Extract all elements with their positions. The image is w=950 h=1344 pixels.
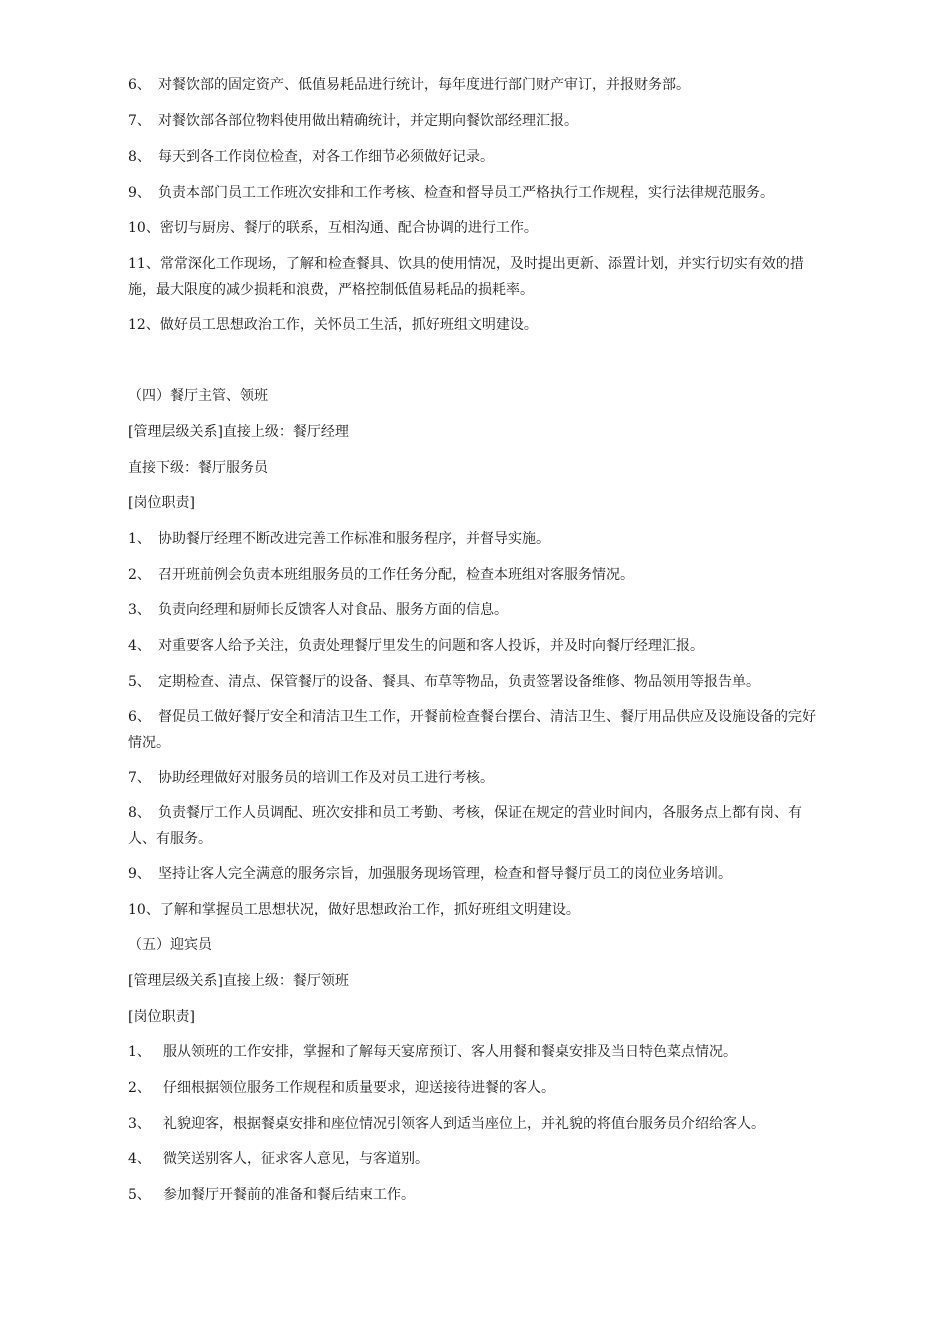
management-relation: [管理层级关系]直接上级：餐厅领班 — [128, 973, 349, 989]
item-text: 对重要客人给予关注，负责处理餐厅里发生的问题和客人投诉，并及时向餐厅经理汇报。 — [158, 638, 704, 654]
duties-label: [岗位职责] — [128, 1009, 195, 1025]
list-item — [128, 704, 828, 756]
item-number: 12、 — [128, 317, 160, 333]
item-text: 常常深化工作现场，了解和检查餐具、饮具的使用情况，及时提出更新、添置计划，并实行切实有效的措施，最大限度的减少损耗和浪费，严格控制低值易耗品的损耗率。 — [128, 256, 804, 298]
list-item — [128, 1039, 828, 1065]
item-text: 仔细根据领位服务工作规程和质量要求，迎送接待进餐的客人。 — [163, 1080, 555, 1096]
list-item — [128, 144, 828, 170]
item-text: 服从领班的工作安排，掌握和了解每天宴席预订、客人用餐和餐桌安排及当日特色菜点情况。 — [163, 1044, 737, 1060]
item-number: 4、 — [128, 1151, 151, 1167]
item-text: 督促员工做好餐厅安全和清洁卫生工作，开餐前检查餐台摆台、清洁卫生、餐厅用品供应及设施设备的完好情况。 — [128, 709, 816, 751]
list-item — [128, 526, 828, 552]
item-text: 召开班前例会负责本班组服务员的工作任务分配，检查本班组对客服务情况。 — [158, 567, 634, 583]
item-number: 8、 — [128, 149, 151, 165]
item-text: 参加餐厅开餐前的准备和餐后结束工作。 — [163, 1187, 415, 1203]
list-item — [128, 633, 828, 659]
list-item — [128, 861, 828, 887]
item-number: 6、 — [128, 77, 151, 93]
list-item — [128, 1146, 828, 1172]
item-number: 2、 — [128, 567, 151, 583]
duties-label: [岗位职责] — [128, 495, 195, 511]
item-text: 对餐饮部各部位物料使用做出精确统计，并定期向餐饮部经理汇报。 — [158, 113, 578, 129]
list-item — [128, 1075, 828, 1101]
item-text: 定期检查、清点、保管餐厅的设备、餐具、布草等物品，负责签署设备维修、物品领用等报告单。 — [158, 674, 760, 690]
item-number: 1、 — [128, 1044, 151, 1060]
list-item — [128, 1111, 828, 1137]
item-number: 2、 — [128, 1080, 151, 1096]
item-number: 4、 — [128, 638, 151, 654]
direct-subordinate: 直接下级：餐厅服务员 — [128, 460, 268, 476]
item-number: 5、 — [128, 1187, 151, 1203]
item-text: 对餐饮部的固定资产、低值易耗品进行统计，每年度进行部门财产审订，并报财务部。 — [158, 77, 690, 93]
list-item — [128, 180, 828, 206]
item-number: 10、 — [128, 902, 160, 918]
management-relation: [管理层级关系]直接上级：餐厅经理 — [128, 424, 349, 440]
item-number: 6、 — [128, 709, 151, 725]
item-number: 5、 — [128, 674, 151, 690]
item-number: 7、 — [128, 113, 151, 129]
item-text: 微笑送别客人，征求客人意见，与客道别。 — [163, 1151, 429, 1167]
item-text: 礼貌迎客，根据餐桌安排和座位情况引领客人到适当座位上，并礼貌的将值台服务员介绍给客人。 — [163, 1116, 765, 1132]
list-item — [128, 215, 828, 241]
item-number: 7、 — [128, 770, 151, 786]
list-item — [128, 312, 828, 338]
item-number: 3、 — [128, 602, 151, 618]
item-text: 协助经理做好对服务员的培训工作及对员工进行考核。 — [158, 770, 494, 786]
item-text: 每天到各工作岗位检查，对各工作细节必须做好记录。 — [158, 149, 494, 165]
item-text: 密切与厨房、餐厅的联系，互相沟通、配合协调的进行工作。 — [159, 220, 538, 236]
item-text: 协助餐厅经理不断改进完善工作标准和服务程序，并督导实施。 — [158, 531, 550, 547]
item-text: 坚持让客人完全满意的服务宗旨，加强服务现场管理，检查和督导餐厅员工的岗位业务培训。 — [158, 866, 732, 882]
item-number: 3、 — [128, 1116, 151, 1132]
item-number: 9、 — [128, 185, 151, 201]
item-number: 9、 — [128, 866, 151, 882]
item-text: 负责向经理和厨师长反馈客人对食品、服务方面的信息。 — [158, 602, 508, 618]
item-text: 做好员工思想政治工作，关怀员工生活，抓好班组文明建设。 — [159, 317, 538, 333]
item-text: 负责本部门员工工作班次安排和工作考核、检查和督导员工严格执行工作规程，实行法律规范服务。 — [158, 185, 774, 201]
section-heading: （五）迎宾员 — [128, 937, 212, 953]
list-item — [128, 1182, 828, 1208]
item-number: 1、 — [128, 531, 151, 547]
list-item — [128, 108, 828, 134]
list-item — [128, 597, 828, 623]
item-number: 11、 — [128, 256, 160, 272]
section-heading: （四）餐厅主管、领班 — [128, 388, 268, 404]
list-item — [128, 72, 828, 98]
list-item — [128, 251, 828, 303]
item-text: 了解和掌握员工思想状况，做好思想政治工作，抓好班组文明建设。 — [159, 902, 580, 918]
list-item — [128, 897, 828, 923]
list-item — [128, 669, 828, 695]
list-item — [128, 562, 828, 588]
item-number: 10、 — [128, 220, 160, 236]
item-number: 8、 — [128, 805, 151, 821]
list-item — [128, 765, 828, 791]
list-item — [128, 800, 828, 852]
item-text: 负责餐厅工作人员调配、班次安排和员工考勤、考核，保证在规定的营业时间内，各服务点上都有岗、有人、有服务。 — [128, 805, 802, 847]
